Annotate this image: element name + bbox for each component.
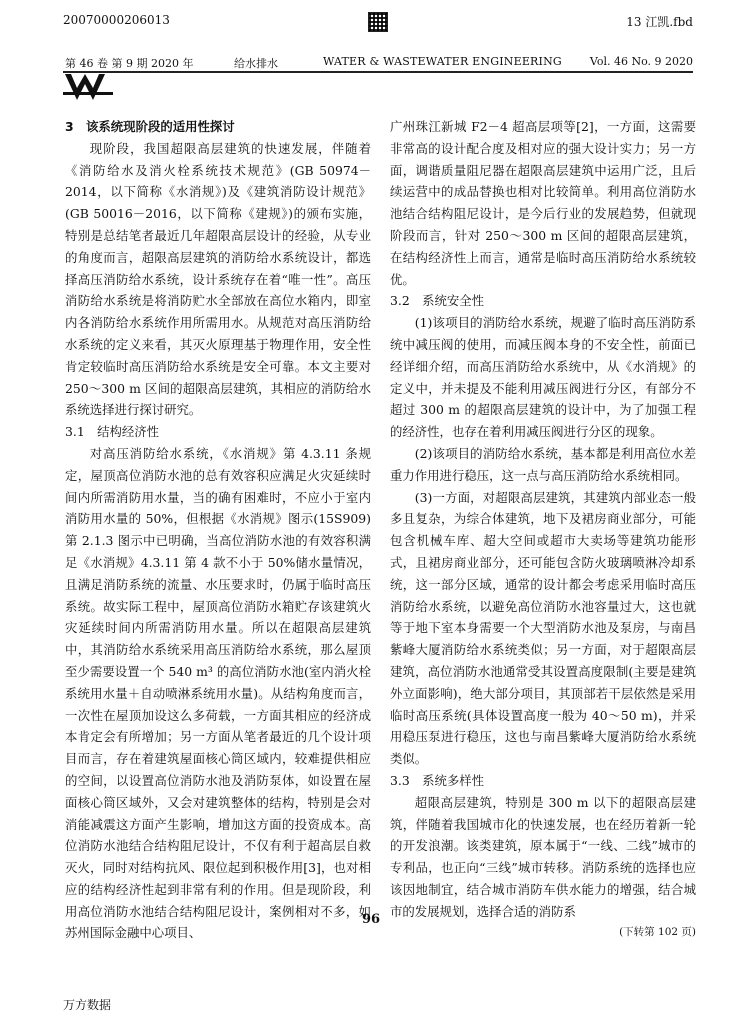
- page-number: 96: [362, 912, 381, 927]
- header-rule: [63, 71, 693, 73]
- journal-logo: [63, 72, 115, 102]
- section-heading: 3 该系统现阶段的适用性探讨: [65, 119, 235, 134]
- continued-note: (下转第 102 页): [619, 926, 696, 939]
- paragraph: 对高压消防给水系统，《水消规》第 4.3.11 条规定，屋顶高位消防水池的总有效容积应满足火灾延续时间内所需消防用水量，当的确有困难时，不应小于室内消防用水量的 50%，但根据《水消规》图示(15S909)第 2.1.3 图示中已明确，当高位消防水池的有效容积满足《水消规》4.3.11 第 4 款不小于 50%储水量情况，且满足消防系统的流量、水压要求时，仍属于临时高压系统。故实际工程中，屋顶高位消防水箱贮存该建筑火灾延续时间内所需消防用水量。所以在超限高层建筑中，其消防给水系统采用高压消防给水系统，那么屋顶至少需要设置一个 540 m³ 的高位消防水池(室内消火栓系统用水量＋自动喷淋系统用水量)。从结构角度而言，一次性在屋顶加设这么多荷载，一方面其相应的经济成本肯定会有所增加；另一方面从笔者最近的几个设计项目而言，存在着建筑屋面核心筒区域内，较难提供相应的空间，以设置高位消防水池及消防泵体，如设置在屋面核心筒区域外，又会对建筑整体的结构，特别是会对消能减震这方面产生影响，增加这方面的投资成本。高位消防水池结合结构阻尼设计，不仅有利于超高层自救灭火，同时对结构抗风、限位起到积极作用[3]，也对相应的结构经济性起到非常有利的作用。但是现阶段，利用高位消防水池结合结构阻尼设计，案例相对不多，如苏州国际金融中心项目、: [65, 445, 371, 941]
- journal-title-en: WATER & WASTEWATER ENGINEERING: [323, 55, 562, 68]
- qr-code-icon: [368, 12, 388, 32]
- paragraph: 广州珠江新城 F2－4 超高层项等[2]，一方面，这需要非常高的设计配合度及相对应的强大设计实力；另一方面，调谐质量阻尼器在超限高层建筑中运用广泛，且后续运营中的成品替换也相对比较简单。利用高位消防水池结合结构阻尼设计，是今后行业的发展趋势，但就现阶段而言，针对 250～300 m 区间的超限高层建筑，在结构经济性上而言，通常是临时高压消防给水系统较优。: [390, 119, 696, 287]
- subsection-heading: 3.1 结构经济性: [65, 424, 160, 440]
- paragraph: 现阶段，我国超限高层建筑的快速发展，伴随着《消防给水及消火栓系统技术规范》(GB 50974－2014，以下简称《水消规》)及《建筑消防设计规范》(GB 50016－2016，以下简称《建规》)的颁布实施，特别是总结笔者最近几年超限高层设计的经验，从专业的角度而言，超限高层建筑的消防给水系统设计，都选择高压消防给水系统，设计系统存在着“唯一性”。高压消防给水系统是将消防贮水全部放在高位水箱内，即室内各消防给水系统作用所需用水。从规范对高压消防给水系统的定义来看，其灭火原理基于物理作用，安全性肯定较临时高压消防给水系统是安全可靠。本文主要对 250～300 m 区间的超限高层建筑，其相应的消防给水系统选择进行探讨研究。: [65, 140, 371, 418]
- paragraph: (3)一方面，对超限高层建筑，其建筑内部业态一般多且复杂，为综合体建筑，地下及裙房商业部分，可能包含机械车库、超大空间或超市大卖场等建筑功能形式，且裙房商业部分，还可能包含防火玻璃喷淋冷却系统，这一部分区域，通常的设计都会考虑采用临时高压消防给水系统，以避免高位消防水池容量过大，这也就等于地下室本身需要一个大型消防水池及泵房，与南昌紫峰大厦消防给水系统类似；另一方面，对于超限高层建筑，高位消防水池通常受其设置高度限制(主要是建筑外立面影响)，绝大部分项目，其顶部若干层依然是采用临时高压系统(具体设置高度一般为 40～50 m)，并采用稳压泵进行稳压，这也与南昌紫峰大厦消防给水系统类似。: [390, 489, 696, 767]
- file-name: 13 江凯.fbd: [626, 15, 693, 29]
- subsection-heading: 3.2 系统安全性: [390, 293, 485, 309]
- paragraph: (2)该项目的消防给水系统，基本都是利用高位水差重力作用进行稳压，这一点与高压消防给水系统相同。: [390, 445, 696, 483]
- footer-source: 万方数据: [63, 998, 112, 1012]
- paragraph: (1)该项目的消防给水系统，规避了临时高压消防系统中减压阀的使用，而减压阀本身的不安全性，前面已经详细介绍，而高压消防给水系统中，从《水消规》的定义中，并未提及不能利用减压阀进行分区，有部分不超过 300 m 的超限高层建筑的设计中，为了加强工程的经济性，也存在着利用减压阀进行分区的现象。: [390, 315, 696, 440]
- volume-issue: 第 46 卷 第 9 期 2020 年: [65, 57, 194, 70]
- document-id: 20070000206013: [63, 13, 170, 27]
- volume-en: Vol. 46 No. 9 2020: [589, 55, 693, 68]
- left-column: [65, 116, 371, 944]
- journal-title-cn: 给水排水: [234, 57, 278, 70]
- paragraph: 超限高层建筑，特别是 300 m 以下的超限高层建筑，伴随着我国城市化的快速发展，也在经历着新一轮的开发浪潮。该类建筑，原本属于“一线、二线”城市的专利品，也正向“三线”城市转移。消防系统的选择也应该因地制宜，结合城市消防车供水能力的增强，结合城市的发展规划，选择合适的消防系: [390, 794, 696, 919]
- right-column: [390, 116, 696, 942]
- subsection-heading: 3.3 系统多样性: [390, 772, 485, 788]
